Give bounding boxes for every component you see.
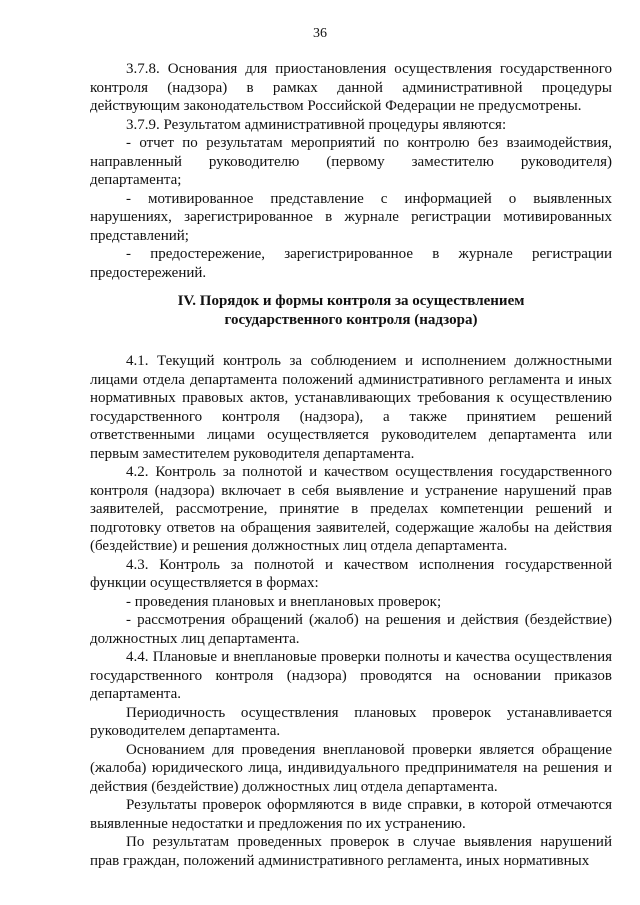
paragraph: - рассмотрения обращений (жалоб) на решения и действия (бездействие) должностных лиц департамента. (90, 612, 612, 647)
paragraph: 3.7.8. Основания для приостановления осуществления государственного контроля (надзора) в рамках данной административной процедуры действующим законодательством Российской Федерации не предусмотрены. (90, 61, 612, 114)
section-heading (90, 292, 612, 329)
paragraph: - проведения плановых и внеплановых проверок; (126, 593, 442, 610)
paragraph: По результатам проведенных проверок в случае выявления нарушений прав граждан, положений административного регламента, иных нормативных (90, 834, 612, 869)
paragraph: 4.4. Плановые и внеплановые проверки полноты и качества осуществления государственного контроля (надзора) проводятся на основании приказов департамента. (90, 649, 612, 702)
section-4-text (90, 352, 612, 870)
paragraph: - отчет по результатам мероприятий по контролю без взаимодействия, направленный руководителю (первому заместителю руководителя) департамента; (90, 135, 612, 188)
paragraph: 3.7.9. Результатом административной процедуры являются: (126, 116, 507, 133)
section-heading-line: государственного контроля (надзора) (224, 311, 478, 328)
paragraph: Основанием для проведения внеплановой проверки является обращение (жалоба) юридического лица, индивидуального предпринимателя на решения и действия (бездействие) должностных лиц отдела департамента. (90, 741, 612, 795)
page-number: 36 (313, 26, 327, 41)
paragraph: 4.1. Текущий контроль за соблюдением и исполнением должностными лицами отдела департамента положений административного регламента и иных нормативных правовых актов, устанавливающих требования к осуществлению государственного контроля (надзора), а также принятием решений ответственными лицами осуществляется руководителем департамента или первым заместителем руководителя департамента. (90, 353, 612, 462)
section-heading-line: IV. Порядок и формы контроля за осуществлением (177, 293, 525, 309)
paragraph: - предостережение, зарегистрированное в журнале регистрации предостережений. (90, 246, 612, 281)
paragraph: 4.2. Контроль за полнотой и качеством осуществления государственного контроля (надзора) включает в себя выявление и устранение нарушений прав заявителей, рассмотрение, принятие в пределах компетенции решений и подготовку ответов на обращения заявителей, содержащие жалобы на действия (бездействие) и решения должностных лиц отдела департамента. (90, 464, 612, 554)
paragraph: Периодичность осуществления плановых проверок устанавливается руководителем департамента. (90, 704, 612, 739)
paragraph: 4.3. Контроль за полнотой и качеством исполнения государственной функции осуществляется в формах: (90, 556, 612, 591)
paragraph: - мотивированное представление с информацией о выявленных нарушениях, зарегистрированное в журнале регистрации мотивированных представлений; (90, 190, 612, 244)
paragraph: Результаты проверок оформляются в виде справки, в которой отмечаются выявленные недостатки и предложения по их устранению. (90, 797, 612, 832)
section-3-7-text (90, 60, 612, 282)
